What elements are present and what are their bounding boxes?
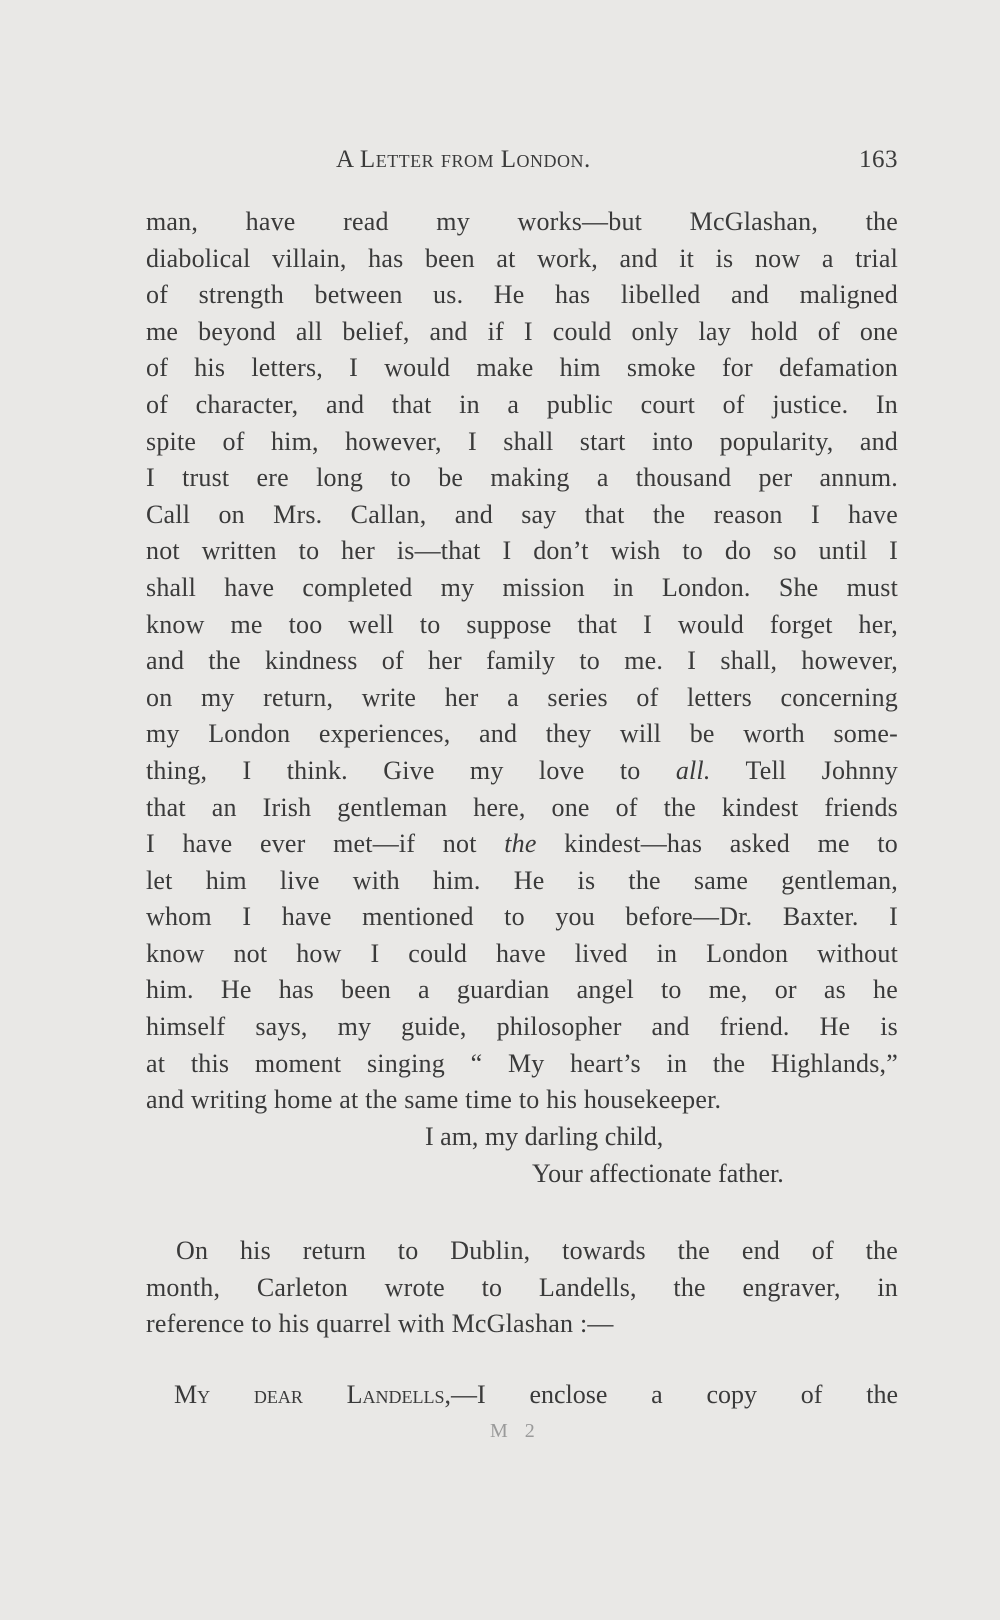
text-line: at this moment singing “ My heart’s in the Highlands,”	[146, 1048, 898, 1078]
text-line: of character, and that in a public court of justice. In	[146, 389, 898, 419]
text-line: diabolical villain, has been at work, and it is now a trial	[146, 243, 898, 273]
text-line: know me too well to suppose that I would forget her,	[146, 609, 898, 639]
page-number: 163	[859, 146, 898, 173]
text-line: him. He has been a guardian angel to me, or as he	[146, 975, 898, 1005]
running-head	[146, 146, 898, 182]
letter-closing: I am, my darling child,	[425, 1122, 664, 1151]
text-line	[146, 826, 898, 863]
text-line: On his return to Dublin, towards the end of the	[176, 1236, 898, 1265]
text-fragment: Tell Johnny	[710, 755, 898, 785]
text-line: that an Irish gentleman here, one of the kindest friends	[146, 792, 898, 822]
text-line: month, Carleton wrote to Landells, the engraver, in	[146, 1272, 898, 1302]
text-fragment: kindest—has asked me to	[536, 829, 899, 859]
text-line: spite of him, however, I shall start into popularity, and	[146, 426, 898, 456]
text-line: Call on Mrs. Callan, and say that the reason I have	[146, 499, 898, 529]
next-letter-opening	[174, 1380, 898, 1410]
narrative-paragraph	[146, 1233, 898, 1343]
text-line: I trust ere long to be making a thousand per annum.	[146, 463, 898, 493]
salutation: My dear Landells,	[174, 1380, 452, 1409]
italic-word: all.	[675, 755, 711, 785]
letter-signoff: Your affectionate father.	[532, 1159, 784, 1188]
text-line: of strength between us. He has libelled and maligned	[146, 280, 898, 310]
text-line: not written to her is—that I don’t wish to do so until I	[146, 536, 898, 566]
running-title: A Letter from London.	[336, 146, 591, 173]
text-line: and writing home at the same time to his housekeeper.	[146, 1085, 722, 1115]
letter-body	[146, 204, 898, 1119]
text-fragment: thing, I think. Give my love to	[146, 755, 676, 785]
text-line: man, have read my works—but McGlashan, the	[146, 207, 898, 236]
text-line: himself says, my guide, philosopher and friend. He is	[146, 1012, 898, 1042]
text-line: reference to his quarrel with McGlashan :—	[146, 1309, 614, 1339]
text-line: know not how I could have lived in London without	[146, 938, 898, 968]
text-line: shall have completed my mission in London. She must	[146, 572, 898, 602]
text-line: and the kindness of her family to me. I shall, however,	[146, 646, 898, 676]
text-line: let him live with him. He is the same gentleman,	[146, 865, 898, 895]
text-line: on my return, write her a series of letters concerning	[146, 682, 898, 712]
signature-mark: M 2	[490, 1420, 541, 1442]
text-line: whom I have mentioned to you before—Dr. Baxter. I	[146, 902, 898, 932]
text-line: of his letters, I would make him smoke for defamation	[146, 353, 898, 383]
text-line: my London experiences, and they will be worth some-	[146, 719, 898, 749]
text-fragment: —I enclose a copy of the	[451, 1380, 898, 1409]
text-fragment: I have ever met—if not	[146, 829, 505, 859]
italic-word: the	[504, 829, 537, 859]
text-line: me beyond all belief, and if I could only lay hold of one	[146, 316, 898, 346]
text-line	[146, 753, 898, 790]
